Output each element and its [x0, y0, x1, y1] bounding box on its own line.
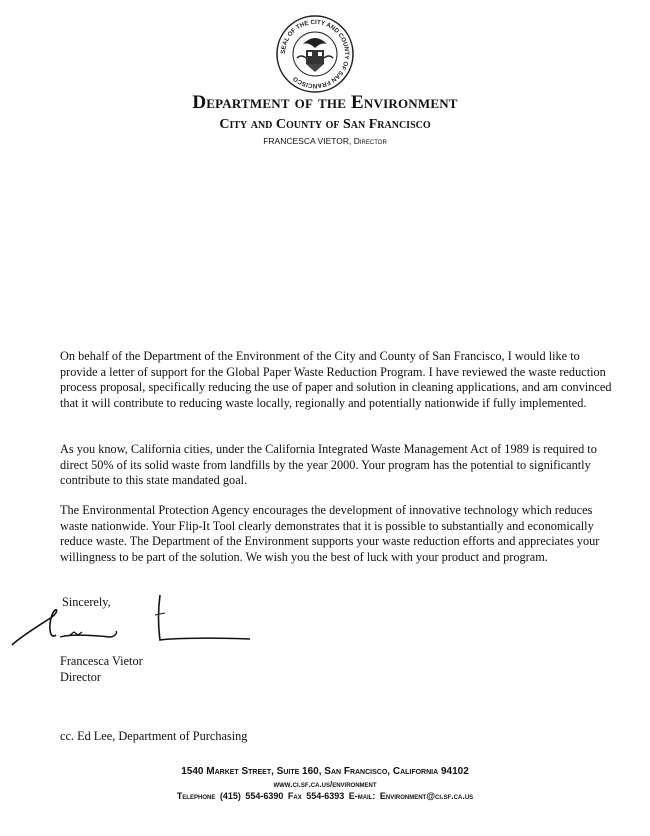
closing-salutation: Sincerely,: [62, 595, 111, 609]
footer-website: www.ci.sf.ca.us/environment: [273, 780, 377, 789]
paragraph-2: As you know, California cities, under the California Integrated Waste Management Act of 1989 is required to direct 50% of its solid waste from landfills by the year 2000. Your program has the potential to significantly contribute to this state mandated goal.: [60, 442, 597, 488]
director-line: FRANCESCA VIETOR, Director: [263, 136, 387, 146]
signer-title: Director: [60, 670, 101, 684]
signer-name: Francesca Vietor: [60, 654, 143, 668]
paragraph-3: The Environmental Protection Agency encourages the development of innovative technology which reduces waste nationwide. Your Flip-It Tool clearly demonstrates that it is possible to substantially and economically reduce waste. The Department of the Environment supports your waste reduction efforts and appreciates your willingness to be part of the solution. We wish you the best of luck with your product and program.: [60, 503, 600, 564]
footer-contact: Telephone (415) 554-6390 Fax 554-6393 E-mail: Environment@ci.sf.ca.us: [176, 791, 474, 801]
handwritten-signature: [0, 585, 320, 655]
cc-line: cc. Ed Lee, Department of Purchasing: [60, 729, 248, 743]
city-county-subtitle: City and County of San Francisco: [219, 117, 431, 132]
city-seal-icon: [275, 14, 355, 94]
department-title: Department of the Environment: [192, 92, 458, 113]
paragraph-1: On behalf of the Department of the Environment of the City and County of San Francisco, I would like to provide a letter of support for the Global Paper Waste Reduction Program. I have reviewed the waste reduction process proposal, specifically reducing the use of paper and solution in cleaning applications, and am convinced that it will contribute to reducing waste locally, regionally and potentially nationwide if fully implemented.: [60, 349, 612, 410]
footer-address: 1540 Market Street, Suite 160, San Francisco, California 94102: [181, 766, 469, 777]
svg-text:SEAL OF THE CITY AND COUNTY OF: SEAL OF THE CITY AND COUNTY OF SAN FRANCISCO: [279, 18, 351, 90]
